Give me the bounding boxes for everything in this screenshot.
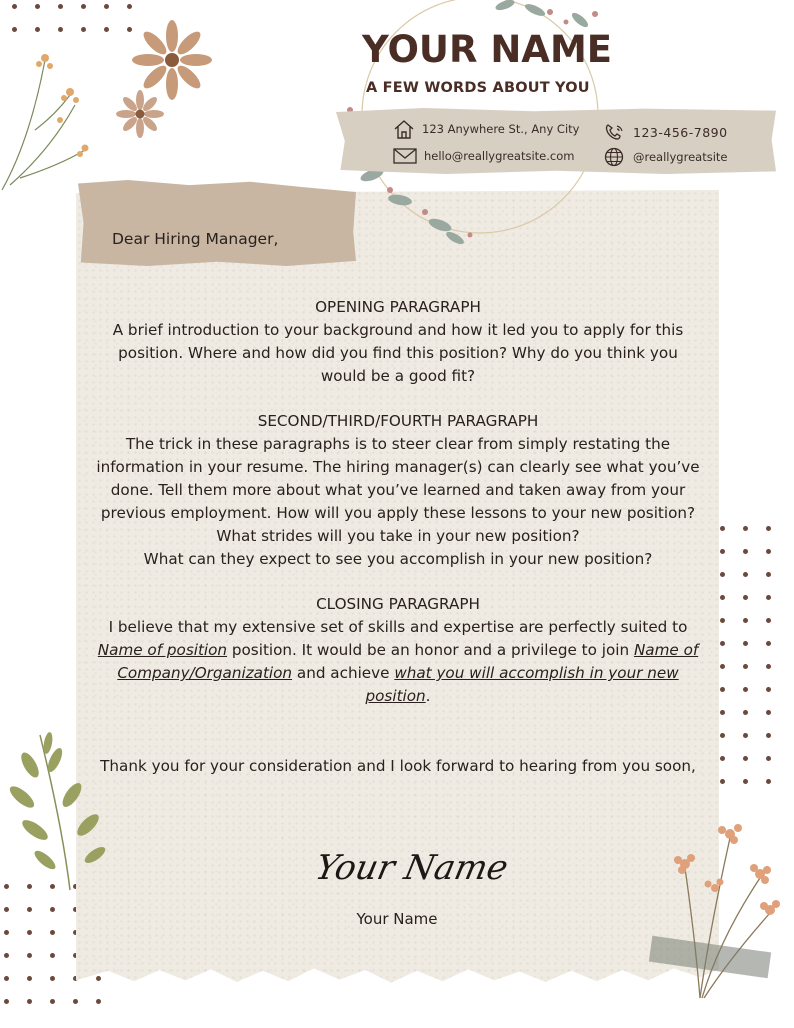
decorative-dot — [58, 4, 63, 9]
decorative-dot — [50, 930, 55, 935]
decorative-dot — [743, 595, 748, 600]
placeholder-position: Name of position — [97, 641, 228, 659]
decorative-dot — [766, 572, 771, 577]
decorative-dot — [766, 664, 771, 669]
closing-heading: CLOSING PARAGRAPH — [316, 595, 480, 613]
decorative-dot — [766, 526, 771, 531]
placeholder-accomplishment: what you will accomplish in your new position — [365, 664, 679, 705]
phone-icon — [604, 123, 626, 141]
opening-text: A brief introduction to your background and how it led you to apply for this position. Where and how did you find this position? Why do you think you would be a good fit? — [112, 321, 684, 385]
decorative-dot — [743, 779, 748, 784]
home-icon — [393, 119, 415, 139]
page-title: YOUR NAME — [362, 28, 613, 71]
decorative-dot — [35, 4, 40, 9]
middle-question-1: What strides will you take in your new position? — [216, 527, 580, 545]
decorative-dot — [720, 779, 725, 784]
decorative-dot — [720, 687, 725, 692]
contact-phone — [604, 123, 728, 141]
decorative-dot — [4, 930, 9, 935]
closing-text: I believe that my extensive set of skills and expertise are perfectly suited to Name of position position. It would be an honor and a privilege to join Name of Company/Organization and achieve what you will accomplish in your new position. — [97, 618, 699, 705]
decorative-dot — [766, 618, 771, 623]
decorative-dot — [743, 710, 748, 715]
decorative-dot — [743, 756, 748, 761]
olive-branch — [0, 725, 120, 895]
greeting-strip — [78, 180, 356, 266]
decorative-dot — [743, 549, 748, 554]
dried-flowers-bottom-right — [660, 818, 794, 1008]
decorative-dot — [4, 976, 9, 981]
decorative-dot — [720, 733, 725, 738]
contact-website — [604, 147, 727, 167]
middle-heading: SECOND/THIRD/FOURTH PARAGRAPH — [257, 412, 539, 430]
opening-heading: OPENING PARAGRAPH — [315, 298, 481, 316]
decorative-dot — [766, 687, 771, 692]
decorative-dot — [720, 756, 725, 761]
decorative-dot — [743, 526, 748, 531]
website-text: @reallygreatsite — [633, 150, 728, 164]
decorative-dot — [743, 664, 748, 669]
decorative-dot — [104, 4, 109, 9]
tagline: A FEW WORDS ABOUT YOU — [366, 80, 590, 96]
dried-flowers-top-left — [0, 20, 230, 200]
decorative-dot — [12, 4, 17, 9]
decorative-dot — [720, 526, 725, 531]
decorative-dot — [720, 549, 725, 554]
decorative-dot — [743, 641, 748, 646]
phone-text: 123-456-7890 — [633, 124, 728, 140]
decorative-dot — [766, 595, 771, 600]
decorative-dot — [766, 733, 771, 738]
signature-name: Your Name — [356, 910, 438, 928]
letter-body — [95, 296, 701, 778]
decorative-dot — [96, 976, 101, 981]
email-text: hello@reallygreatsite.com — [424, 149, 575, 163]
decorative-dot — [720, 641, 725, 646]
decorative-dot — [720, 618, 725, 623]
decorative-dot — [50, 953, 55, 958]
decorative-dot — [81, 4, 86, 9]
decorative-dot — [127, 4, 132, 9]
decorative-dot — [720, 595, 725, 600]
decorative-dot — [743, 618, 748, 623]
decorative-dot — [766, 549, 771, 554]
signature: Your Name — [311, 848, 512, 888]
decorative-dot — [766, 641, 771, 646]
contact-email — [393, 147, 574, 165]
decorative-dot — [743, 572, 748, 577]
placeholder-company: Name of Company/Organization — [117, 641, 699, 682]
decorative-dot — [27, 930, 32, 935]
decorative-dot — [766, 779, 771, 784]
decorative-dot — [27, 999, 32, 1004]
contact-address — [393, 119, 579, 139]
greeting: Dear Hiring Manager, — [112, 230, 279, 248]
decorative-dot — [50, 976, 55, 981]
globe-icon — [604, 147, 626, 167]
decorative-dot — [27, 953, 32, 958]
middle-question-2: What can they expect to see you accomplish in your new position? — [143, 550, 653, 568]
decorative-dot — [720, 572, 725, 577]
thanks-text: Thank you for your consideration and I look forward to hearing from you soon, — [100, 757, 696, 775]
decorative-dot — [720, 664, 725, 669]
decorative-dot — [50, 999, 55, 1004]
decorative-dot — [4, 999, 9, 1004]
decorative-dot — [766, 710, 771, 715]
decorative-dot — [96, 999, 101, 1004]
decorative-dot — [4, 953, 9, 958]
address-text: 123 Anywhere St., Any City — [422, 122, 580, 136]
middle-text: The trick in these paragraphs is to steer clear from simply restating the information in your resume. The hiring manager(s) can clearly see what you’ve done. Tell them more about what you’ve learned and taken away from your previous employment. How will you apply these lessons to your new position? — [96, 435, 700, 522]
decorative-dot — [720, 710, 725, 715]
decorative-dot — [27, 976, 32, 981]
decorative-dot — [73, 999, 78, 1004]
decorative-dot — [743, 733, 748, 738]
decorative-dot — [743, 687, 748, 692]
decorative-dot — [766, 756, 771, 761]
flower-icon — [132, 20, 212, 100]
mail-icon — [393, 147, 417, 165]
